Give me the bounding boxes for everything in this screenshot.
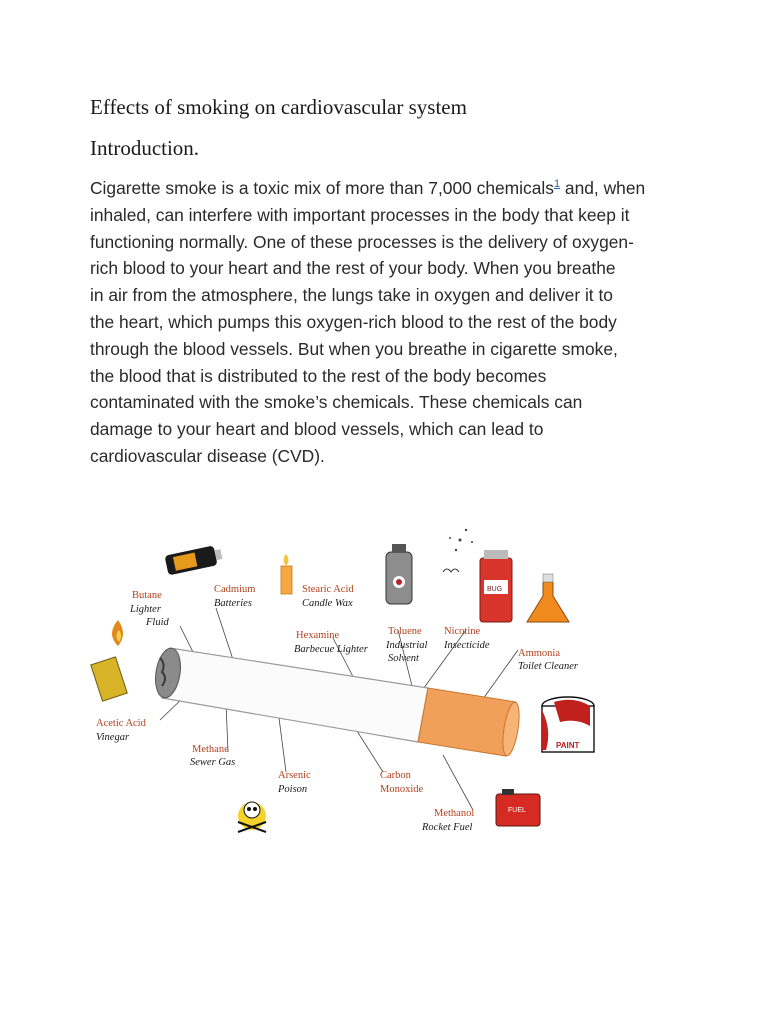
- lighter-icon: [91, 620, 127, 701]
- fuel-can-icon: [496, 789, 540, 826]
- label-acetic-acid: Acetic Acid: [96, 718, 146, 729]
- label-cadmium-use: Batteries: [214, 598, 252, 609]
- paragraph-line: [90, 175, 680, 202]
- ammonia-flask-icon: [527, 574, 569, 622]
- label-methane-use: Sewer Gas: [190, 757, 236, 768]
- label-toluene-use: Industrial: [386, 640, 428, 651]
- paragraph-line: the heart, which pumps this oxygen-rich blood to the rest of the body: [90, 311, 617, 332]
- footnote-link[interactable]: 1: [553, 178, 561, 191]
- label-nicotine: Nicotine: [444, 626, 481, 637]
- label-methanol-use: Rocket Fuel: [422, 822, 473, 833]
- leader-line: [443, 755, 473, 810]
- label-butane-use: Lighter: [130, 604, 161, 615]
- poison-bottle-icon: [386, 544, 412, 604]
- section-heading: Introduction.: [90, 136, 200, 160]
- label-stearic-acid: Stearic Acid: [302, 584, 354, 595]
- paragraph-line: the blood that is distributed to the rest of the body becomes: [90, 365, 547, 386]
- paragraph-line-text: Cigarette smoke is a toxic mix of more than 7,000 chemicals: [90, 178, 554, 198]
- document-title: Effects of smoking on cardiovascular system: [90, 95, 467, 119]
- bug-spray-icon: [443, 529, 512, 622]
- label-ammonia-use: Toilet Cleaner: [518, 661, 578, 672]
- paragraph-line: in air from the atmosphere, the lungs take in oxygen and deliver it to: [90, 285, 613, 306]
- cigarette-chemicals-figure: [88, 510, 608, 850]
- battery-icon: [165, 544, 224, 575]
- bug-can-label: BUG: [487, 586, 503, 593]
- label-methane: Methane: [192, 744, 229, 755]
- paragraph-line: contaminated with the smoke’s chemicals. These chemicals can: [90, 392, 583, 413]
- label-toluene-use-2: Solvent: [388, 653, 419, 664]
- paint-can-label: PAINT: [556, 741, 580, 750]
- label-arsenic-use: Poison: [278, 784, 308, 795]
- paragraph-line: inhaled, can interfere with important processes in the body that keep it: [90, 204, 630, 225]
- paragraph-line: rich blood to your heart and the rest of your body. When you breathe: [90, 258, 616, 279]
- label-hexamine: Hexamine: [296, 630, 340, 641]
- cigarette-icon: [152, 646, 522, 756]
- fuel-can-label: FUEL: [508, 807, 526, 814]
- label-arsenic: Arsenic: [278, 770, 311, 781]
- paragraph-line-tail: and, when: [560, 178, 646, 198]
- label-acetic-use: Vinegar: [96, 732, 130, 743]
- label-monoxide: Monoxide: [380, 784, 424, 795]
- label-ammonia: Ammonia: [518, 648, 560, 659]
- label-nicotine-use: Insecticide: [444, 640, 490, 651]
- candle-icon: [281, 554, 292, 594]
- skull-crossbones-icon: [238, 802, 266, 832]
- paint-can-icon: [542, 697, 594, 752]
- label-toluene: Toluene: [388, 626, 422, 637]
- intro-paragraph: [90, 175, 680, 470]
- paragraph-line: through the blood vessels. But when you breathe in cigarette smoke,: [90, 338, 618, 359]
- paragraph-line: damage to your heart and blood vessels, which can lead to: [90, 419, 544, 440]
- cigarette-chemicals-illustration: [88, 510, 608, 850]
- label-methanol: Methanol: [434, 808, 475, 819]
- label-stearic-use: Candle Wax: [302, 598, 353, 609]
- label-hexamine-use: Barbecue Lighter: [294, 644, 368, 655]
- label-butane: Butane: [132, 590, 162, 601]
- paragraph-line: functioning normally. One of these processes is the delivery of oxygen-: [90, 231, 634, 252]
- label-butane-use-2: Fluid: [146, 617, 169, 628]
- label-cadmium: Cadmium: [214, 584, 256, 595]
- label-carbon: Carbon: [380, 770, 411, 781]
- paragraph-line: cardiovascular disease (CVD).: [90, 445, 325, 466]
